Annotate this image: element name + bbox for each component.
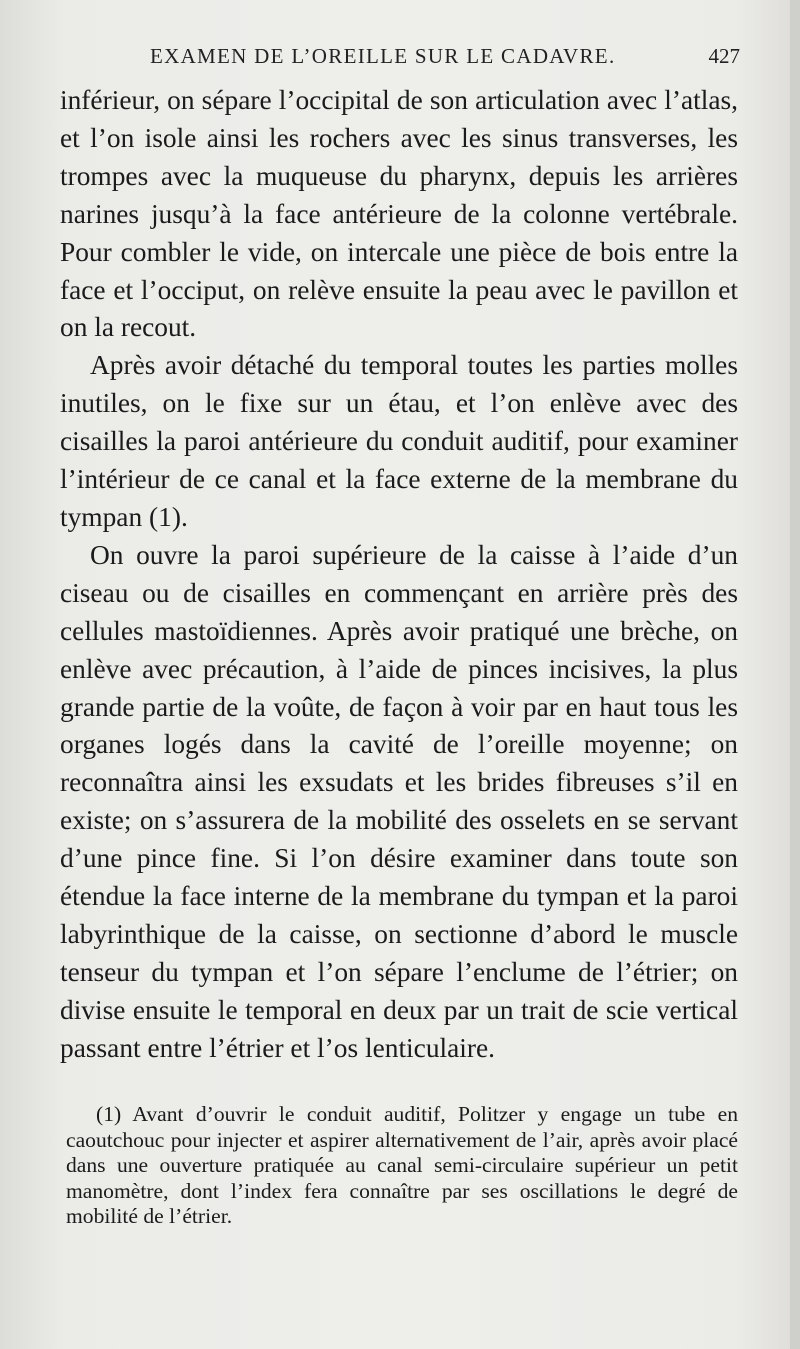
footnote: (1) Avant d’ouvrir le conduit auditif, Politzer y engage un tube en caoutchouc pour injecter et aspirer alternativement de l’air, après avoir placé dans une ouverture pratiquée au canal semi-circulaire supérieur un petit manomètre, dont l’index fera connaître par ses oscillations le degré de mobilité de l’étrier. <box>66 1102 738 1229</box>
paragraph-1: inférieur, on sépare l’occipital de son articulation avec l’atlas, et l’on isole ainsi les rochers avec les sinus transverses, les trompes avec la muqueuse du pharynx, depuis les arrières narines jusqu’à la face antérieure de la colonne vertébrale. Pour combler le vide, on intercale une pièce de bois entre la face et l’occiput, on relève ensuite la peau avec le pavillon et on la recout. <box>60 85 738 343</box>
running-head <box>60 44 740 74</box>
paragraph-2-text: Après avoir détaché du temporal toutes les parties molles inutiles, on le fixe sur un étau, et l’on enlève avec des cisailles la paroi antérieure du conduit auditif, pour examiner l’intérieur de ce canal et la face externe de la membrane du tympan <box>60 350 738 532</box>
running-title: EXAMEN DE L’OREILLE SUR LE CADAVRE. <box>150 44 616 68</box>
paragraph-3: On ouvre la paroi supérieure de la caisse à l’aide d’un ciseau ou de cisailles en commençant en arrière près des cellules mastoïdiennes. Après avoir pratiqué une brèche, on enlève avec précaution, à l’aide de pinces incisives, la plus grande partie de la voûte, de façon à voir par en haut tous les organes logés dans la cavité de l’oreille moyenne; on reconnaîtra ainsi les exsudats et les brides fibreuses s’il en existe; on s’assurera de la mobilité des osselets en se servant d’une pince fine. Si l’on désire examiner dans toute son étendue la face interne de la membrane du tympan et la paroi labyrinthique de la caisse, on sectionne d’abord le muscle tenseur du tympan et l’on sépare l’enclume de l’étrier; on divise ensuite le temporal en deux par un trait de scie vertical passant entre l’étrier et l’os lenticulaire. <box>60 539 738 1063</box>
footnote-reference: (1). <box>149 501 188 532</box>
body-text <box>60 82 738 1068</box>
page-edge <box>790 0 800 1349</box>
page-number: 427 <box>708 44 740 68</box>
paragraph-2 <box>60 347 738 537</box>
